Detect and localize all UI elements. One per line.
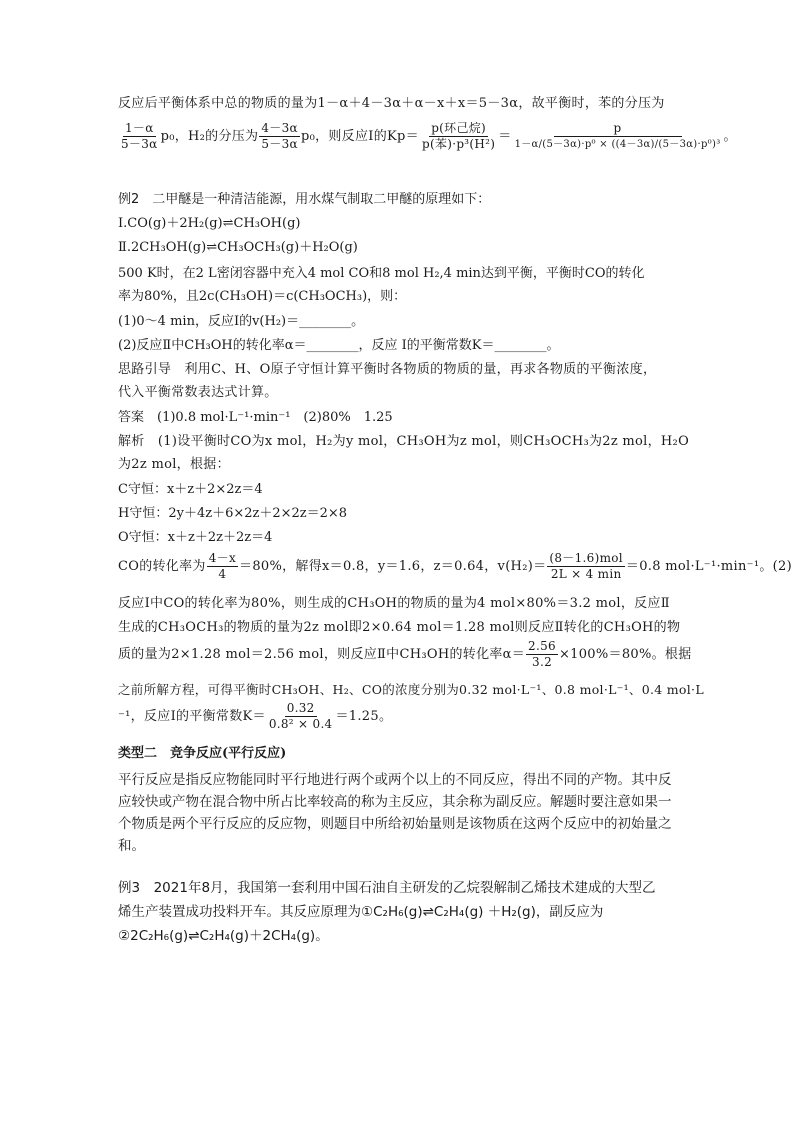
intro-mid-2: p₀，则反应Ⅰ的Kp＝ (300, 128, 419, 144)
reaction-1: Ⅰ.CO(g)＋2H₂(g)⇌CH₃OH(g) (118, 216, 301, 231)
answer-line: 答案 (1)0.8 mol·L⁻¹·min⁻¹ (2)80% 1.25 (118, 410, 393, 425)
c-conservation: C守恒：x＋z＋2×2z＝4 (118, 482, 263, 497)
intro-line-1 (118, 95, 665, 113)
intro-formula-line: $\frac{1-\alpha}{5-3\alpha}$ p₀，H₂的分压为 $\frac{4-3\alpha}{5-3\alpha}$ p₀，则反应Ⅰ的Kp＝ $\frac{\text{p(环己烷)}}{\text{p(苯)·p³(H²)}}$ ＝ $\frac{p}{\text{1－α/(5－3α)·p⁰ × ((4－3α)/(5－3α)·p⁰)³}}$ 。 (121, 121, 737, 151)
fraction-kp-result: $\frac{p}{\text{1－α/(5－3α)·p⁰ × ((4－3α)/(5－3α)·p⁰)³}}$ (514, 121, 721, 150)
analysis-b4: 之前所解方程，可得平衡时CH₃OH、H₂、CO的浓度分别为0.32 mol·L⁻¹、0.8 mol·L⁻¹、0.4 mol·L (118, 682, 704, 697)
example2-para-2: 率为80%，且2c(CH₃OH)＝c(CH₃OCH₃)，则： (118, 289, 407, 304)
example3-line-2: 烯生产装置成功投料开车。其反应原理为①C₂H₆(g)⇌C₂H₄(g) ＋H₂(g)，副反应为 (118, 904, 604, 920)
intro-text: 反应后平衡体系中总的物质的量为1－α＋4－3α＋α－x＋x＝5－3α，故平衡时，苯的分压为 (118, 96, 665, 111)
example3-line-1: 例3 2021年8月，我国第一套利用中国石油自主研发的乙烷裂解制乙烯技术建成的大型乙 (118, 880, 656, 896)
h-conservation: H守恒：2y＋4z＋6×2z＋2×2z＝2×8 (118, 506, 348, 521)
fraction-k: $\frac{0.32}{\text{0.8² × 0.4}}$ (268, 701, 333, 731)
question-2: (2)反应Ⅱ中CH₃OH的转化率α＝________，反应 Ⅰ的平衡常数K＝________。 (118, 338, 560, 353)
analysis-b3: 质的量为2×1.28 mol＝2.56 mol，则反应Ⅱ中CH₃OH的转化率α＝ $\frac{2.56}{3.2}$ ×100%＝80%。根据 (118, 639, 692, 669)
analysis-b2: 生成的CH₃OCH₃的物质的量为2z mol即2×0.64 mol＝1.28 mol则反应Ⅱ转化的CH₃OH的物 (118, 620, 681, 635)
analysis-b1: 反应Ⅰ中CO的转化率为80%，则生成的CH₃OH的物质的量为4 mol×80%＝3.2 mol，反应Ⅱ (118, 596, 670, 611)
fraction-kp: $\frac{\text{p(环己烷)}}{\text{p(苯)·p³(H²)}}$ (421, 121, 496, 151)
example2-title: 例2 二甲醚是一种清洁能源，用水煤气制取二甲醚的原理如下： (118, 192, 491, 207)
fraction-h2: $\frac{4-3\alpha}{5-3\alpha}$ (261, 121, 298, 151)
example3-line-3: ②2C₂H₆(g)⇌C₂H₄(g)＋2CH₄(g)。 (118, 928, 329, 944)
guide-line-2: 代入平衡常数表达式计算。 (118, 385, 278, 400)
fraction-benzene: $\frac{1-\alpha}{5-3\alpha}$ (121, 121, 158, 151)
type2-heading: 类型二 竞争反应(平行反应) (118, 746, 287, 761)
analysis-line-1: 解析 (1)设平衡时CO为x mol，H₂为y mol，CH₃OH为z mol，则CH₃OCH₃为2z mol，H₂O (118, 434, 690, 449)
o-conservation: O守恒：x＋z＋2z＋2z＝4 (118, 530, 273, 545)
example2-para-1: 500 K时，在2 L密闭容器中充入4 mol CO和8 mol H₂,4 min达到平衡，平衡时CO的转化 (118, 266, 645, 281)
analysis-line-2: 为2z mol，根据： (118, 457, 230, 472)
co-conversion-line: CO的转化率为 $\frac{4-x}{4}$ ＝80%，解得x＝0.8，y＝1.6，z＝0.64，v(H₂)＝ $\frac{\text{(8－1.6)mol}}{2L \times 4 \min}$ ＝0.8 mol·L⁻¹·min⁻¹。(2) (118, 551, 792, 581)
type2-paragraph: 平行反应是指反应物能同时平行地进行两个或两个以上的不同反应，得出不同的产物。其中反应较快或产物在混合物中所占比率较高的称为主反应，其余称为副反应。解题时要注意如果一个物质是两个平行反应的反应物，则题目中所给初始量则是该物质在这两个反应中的初始量之和。 (118, 772, 672, 854)
analysis-b5: ⁻¹，反应Ⅰ的平衡常数K＝ $\frac{0.32}{\text{0.8² × 0.4}}$ ＝1.25。 (118, 701, 393, 731)
reaction-2: Ⅱ.2CH₃OH(g)⇌CH₃OCH₃(g)＋H₂O(g) (118, 240, 358, 255)
question-1: (1)0～4 min，反应Ⅰ的v(H₂)＝________。 (118, 314, 365, 329)
intro-mid-1: p₀，H₂的分压为 (160, 128, 259, 144)
guide-line-1: 思路引导 利用C、H、O原子守恒计算平衡时各物质的物质的量，再求各物质的平衡浓度， (118, 362, 657, 377)
fraction-co: $\frac{4-x}{4}$ (208, 551, 237, 581)
fraction-alpha: $\frac{2.56}{3.2}$ (528, 639, 556, 669)
fraction-v-h2: $\frac{\text{(8－1.6)mol}}{2L \times 4 \min}$ (549, 551, 623, 581)
